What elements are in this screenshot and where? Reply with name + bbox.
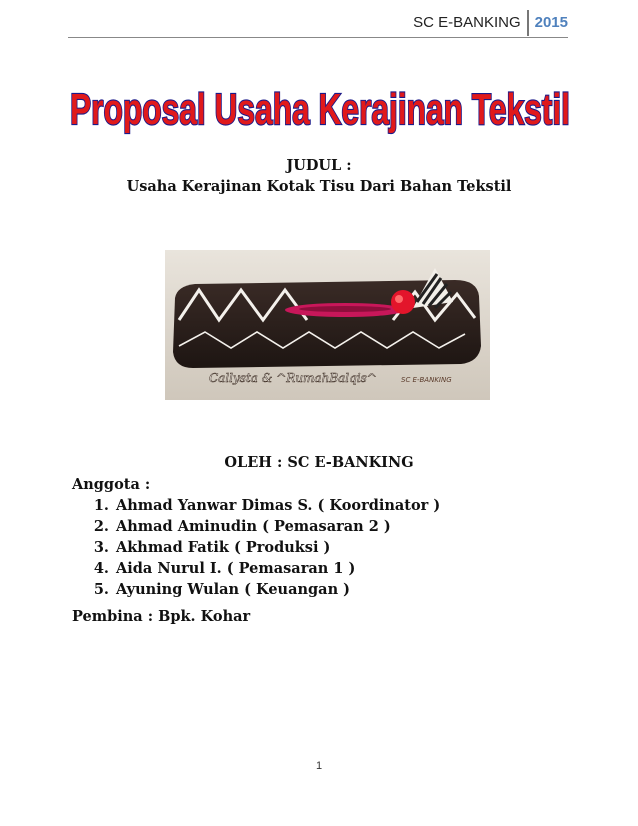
product-photo — [165, 250, 490, 400]
anggota-item: 3. Akhmad Fatik ( Produksi ) — [114, 537, 440, 558]
tissue-box-image — [165, 250, 490, 400]
pembina-line: Pembina : Bpk. Kohar — [72, 608, 251, 625]
anggota-item: 2. Ahmad Aminudin ( Pemasaran 2 ) — [114, 516, 440, 537]
judul-label: JUDUL : — [286, 157, 352, 174]
page-header — [413, 10, 568, 36]
page-number: 1 — [315, 760, 323, 772]
wordart-title-svg — [60, 70, 580, 140]
anggota-block — [72, 474, 440, 600]
wordart-title — [60, 70, 580, 140]
anggota-item: 5. Ayuning Wulan ( Keuangan ) — [114, 579, 440, 600]
watermark-right: SC E-BANKING — [401, 376, 452, 384]
anggota-item: 1. Ahmad Yanwar Dimas S. ( Koordinator ) — [114, 495, 440, 516]
header-rule — [68, 37, 568, 38]
header-year: 2015 — [534, 14, 568, 31]
judul-text: Usaha Kerajinan Kotak Tisu Dari Bahan Tekstil — [126, 178, 512, 195]
watermark-left: Callysta & ^RumahBalqis^ — [209, 371, 377, 385]
anggota-label: Anggota : — [72, 476, 151, 493]
wordart-title-text: Proposal Usaha Kerajinan Tekstil — [70, 85, 570, 134]
oleh-line: OLEH : SC E-BANKING — [224, 454, 414, 471]
header-org: SC E-BANKING — [413, 14, 521, 31]
judul-block — [0, 155, 638, 197]
anggota-list — [72, 495, 440, 600]
anggota-item: 4. Aida Nurul I. ( Pemasaran 1 ) — [114, 558, 440, 579]
